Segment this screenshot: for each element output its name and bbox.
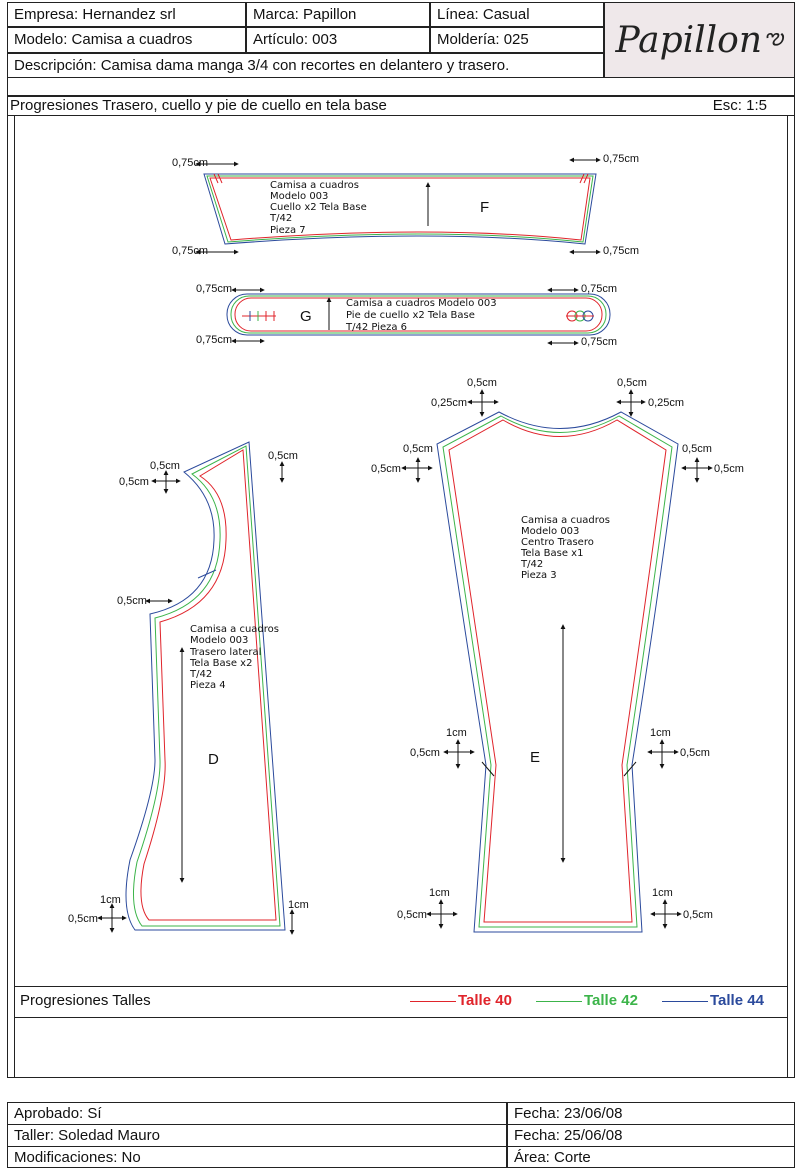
legend-line-40 xyxy=(410,1001,456,1002)
e-meas-hem-left-h: 0,5cm xyxy=(397,909,427,921)
f-meas-bottom-right: 0,75cm xyxy=(603,245,640,257)
d-meas-neck-v: 0,5cm xyxy=(150,460,180,472)
piece-d-line-6: Pieza 4 xyxy=(190,680,226,691)
legend-talle-42 xyxy=(536,992,638,1009)
articulo-field: Artículo: 003 xyxy=(246,27,430,53)
legend-title: Progresiones Talles xyxy=(20,992,151,1009)
g-meas-top-right: 0,75cm xyxy=(581,283,618,295)
sheet-title: Progresiones Trasero, cuello y pie de cuello en tela base xyxy=(10,97,387,114)
piece-e-line-1: Camisa a cuadros xyxy=(521,515,610,526)
scale-label: Esc: 1:5 xyxy=(712,97,767,114)
d-meas-shoulder: 0,5cm xyxy=(268,450,298,462)
aprobado-field: Aprobado: Sí xyxy=(7,1102,507,1125)
legend-talle-44 xyxy=(662,992,764,1009)
piece-e-line-3: Centro Trasero xyxy=(521,537,594,548)
f-meas-top-right: 0,75cm xyxy=(603,153,640,165)
piece-d-line-2: Modelo 003 xyxy=(190,635,249,646)
piece-f-line-4: T/42 xyxy=(270,213,293,224)
piece-g-line-1: Camisa a cuadros Modelo 003 xyxy=(346,298,497,309)
e-meas-neck-left-h: 0,25cm xyxy=(431,397,468,409)
piece-e-line-4: Tela Base x1 xyxy=(521,548,584,559)
e-meas-hem-left-v: 1cm xyxy=(429,887,450,899)
legend-label-40: Talle 40 xyxy=(458,992,512,1009)
piece-e-line-2: Modelo 003 xyxy=(521,526,580,537)
piece-f-line-5: Pieza 7 xyxy=(270,225,306,236)
descripcion-field: Descripción: Camisa dama manga 3/4 con recortes en delantero y trasero. xyxy=(7,53,604,78)
legend-label-42: Talle 42 xyxy=(584,992,638,1009)
e-meas-waist-right-h: 0,5cm xyxy=(680,747,710,759)
empresa-field: Empresa: Hernandez srl xyxy=(7,2,246,27)
e-meas-neck-left-v: 0,5cm xyxy=(467,377,497,389)
modificaciones-field: Modificaciones: No xyxy=(7,1146,507,1168)
e-meas-waist-left-h: 0,5cm xyxy=(410,747,440,759)
piece-d-line-4: Tela Base x2 xyxy=(190,658,253,669)
d-meas-neck-h: 0,5cm xyxy=(119,476,149,488)
piece-f-line-1: Camisa a cuadros xyxy=(270,180,359,191)
legend-talle-40 xyxy=(410,992,512,1009)
piece-d-line-3: Trasero lateral xyxy=(190,647,262,658)
piece-g-line-3: T/42 Pieza 6 xyxy=(346,322,408,333)
piece-g-line-2: Pie de cuello x2 Tela Base xyxy=(346,310,475,321)
piece-f-letter: F xyxy=(480,199,490,216)
logo-text: Papillon xyxy=(615,19,763,61)
fecha-2-field: Fecha: 25/06/08 xyxy=(507,1124,795,1147)
piece-d-letter: D xyxy=(208,751,219,768)
e-meas-hem-right-h: 0,5cm xyxy=(683,909,713,921)
size-legend xyxy=(14,986,788,1018)
g-meas-top-left: 0,75cm xyxy=(196,283,233,295)
piece-f-line-2: Modelo 003 xyxy=(270,191,329,202)
d-meas-hem-v: 1cm xyxy=(100,894,121,906)
molderia-field: Moldería: 025 xyxy=(430,27,604,53)
g-meas-bottom-right: 0,75cm xyxy=(581,336,618,348)
piece-f-line-3: Cuello x2 Tela Base xyxy=(270,202,367,213)
linea-field: Línea: Casual xyxy=(430,2,604,27)
e-meas-shoulder-left-h: 0,5cm xyxy=(371,463,401,475)
d-meas-hem-h: 0,5cm xyxy=(68,913,98,925)
e-meas-hem-right-v: 1cm xyxy=(652,887,673,899)
e-meas-shoulder-right-h: 0,5cm xyxy=(714,463,744,475)
e-meas-neck-right-v: 0,5cm xyxy=(617,377,647,389)
e-meas-waist-right-v: 1cm xyxy=(650,727,671,739)
legend-line-44 xyxy=(662,1001,708,1002)
piece-e-line-6: Pieza 3 xyxy=(521,570,557,581)
marca-field: Marca: Papillon xyxy=(246,2,430,27)
f-meas-bottom-left: 0,75cm xyxy=(172,245,209,257)
e-meas-shoulder-left-v: 0,5cm xyxy=(403,443,433,455)
taller-field: Taller: Soledad Mauro xyxy=(7,1124,507,1147)
f-meas-top-left: 0,75cm xyxy=(172,157,209,169)
piece-d-progressions xyxy=(98,462,292,934)
piece-d-line-5: T/42 xyxy=(190,669,213,680)
d-meas-armhole: 0,5cm xyxy=(117,595,147,607)
piece-e-center-back xyxy=(437,412,678,932)
piece-e-letter: E xyxy=(530,749,541,766)
e-meas-neck-right-h: 0,25cm xyxy=(648,397,685,409)
piece-f-collar xyxy=(204,174,596,244)
modelo-field: Modelo: Camisa a cuadros xyxy=(7,27,246,53)
piece-g-letter: G xyxy=(300,308,312,325)
legend-line-42 xyxy=(536,1001,582,1002)
butterfly-icon: ఌ xyxy=(764,25,784,50)
legend-label-44: Talle 44 xyxy=(710,992,764,1009)
fecha-1-field: Fecha: 23/06/08 xyxy=(507,1102,795,1125)
d-meas-hem-right: 1cm xyxy=(288,899,309,911)
g-meas-bottom-left: 0,75cm xyxy=(196,334,233,346)
piece-d-line-1: Camisa a cuadros xyxy=(190,624,279,635)
e-meas-waist-left-v: 1cm xyxy=(446,727,467,739)
area-field: Área: Corte xyxy=(507,1146,795,1168)
piece-e-line-5: T/42 xyxy=(521,559,544,570)
piece-e-progressions xyxy=(402,390,712,928)
e-meas-shoulder-right-v: 0,5cm xyxy=(682,443,712,455)
